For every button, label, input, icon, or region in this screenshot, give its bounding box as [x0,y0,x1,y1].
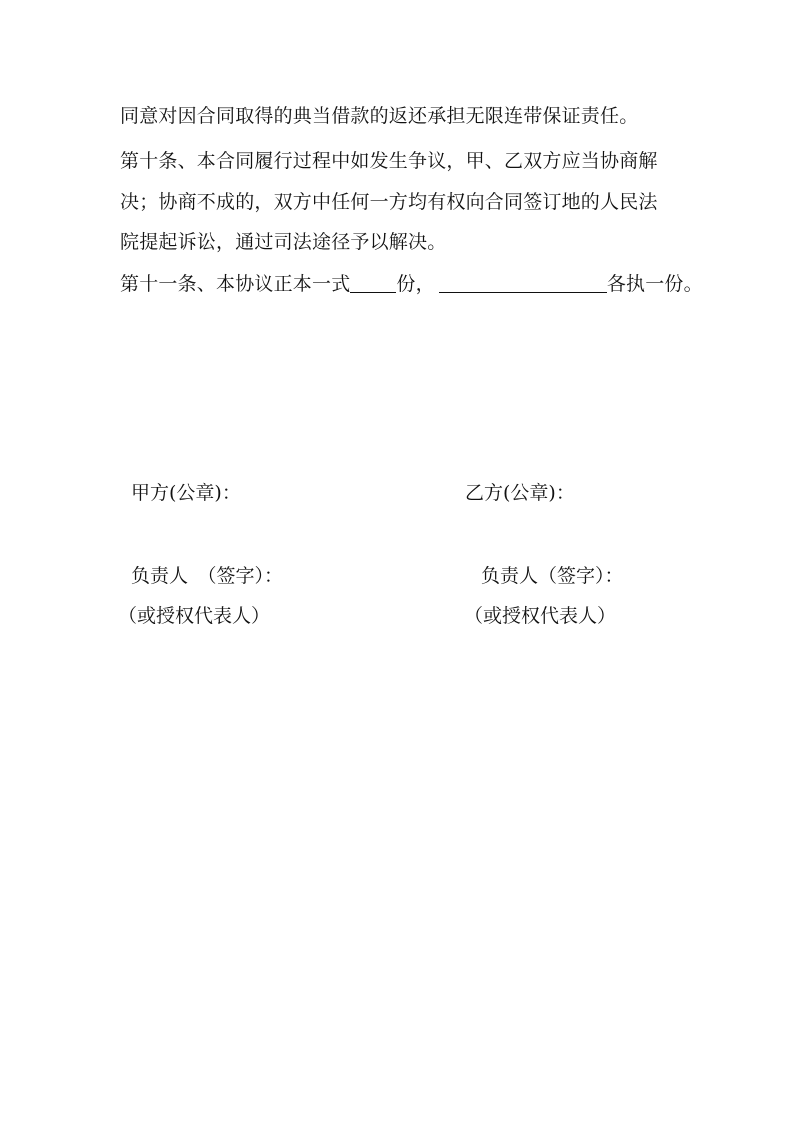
paragraph-line-1: 同意对因合同取得的典当借款的返还承担无限连带保证责任。 [120,105,639,127]
clause-10-line-2: 决；协商不成的，双方中任何一方均有权向合同签订地的人民法 [120,191,658,213]
holders-blank [439,274,607,293]
party-b-rep-label: （或授权代表人） [464,605,617,627]
party-a-seal-label: 甲方(公章)： [131,482,241,504]
clause-11-text-2: 份， [396,273,435,295]
clause-10-line-1: 第十条、本合同履行过程中如发生争议，甲、乙双方应当协商解 [120,150,658,172]
clause-10-line-3: 院提起诉讼，通过司法途径予以解决。 [120,231,447,253]
party-b-sign-label: 负责人（签字）： [481,565,624,587]
copies-blank [350,274,396,293]
clause-11-text-1: 第十一条、本协议正本一式 [120,273,351,295]
party-b-seal-label: 乙方(公章)： [465,482,575,504]
clause-11-line [120,272,703,296]
party-a-sign-label: 负责人 （签字）： [131,565,284,587]
clause-11-text-3: 各执一份。 [606,273,703,295]
party-a-rep-label: （或授权代表人） [118,605,271,627]
